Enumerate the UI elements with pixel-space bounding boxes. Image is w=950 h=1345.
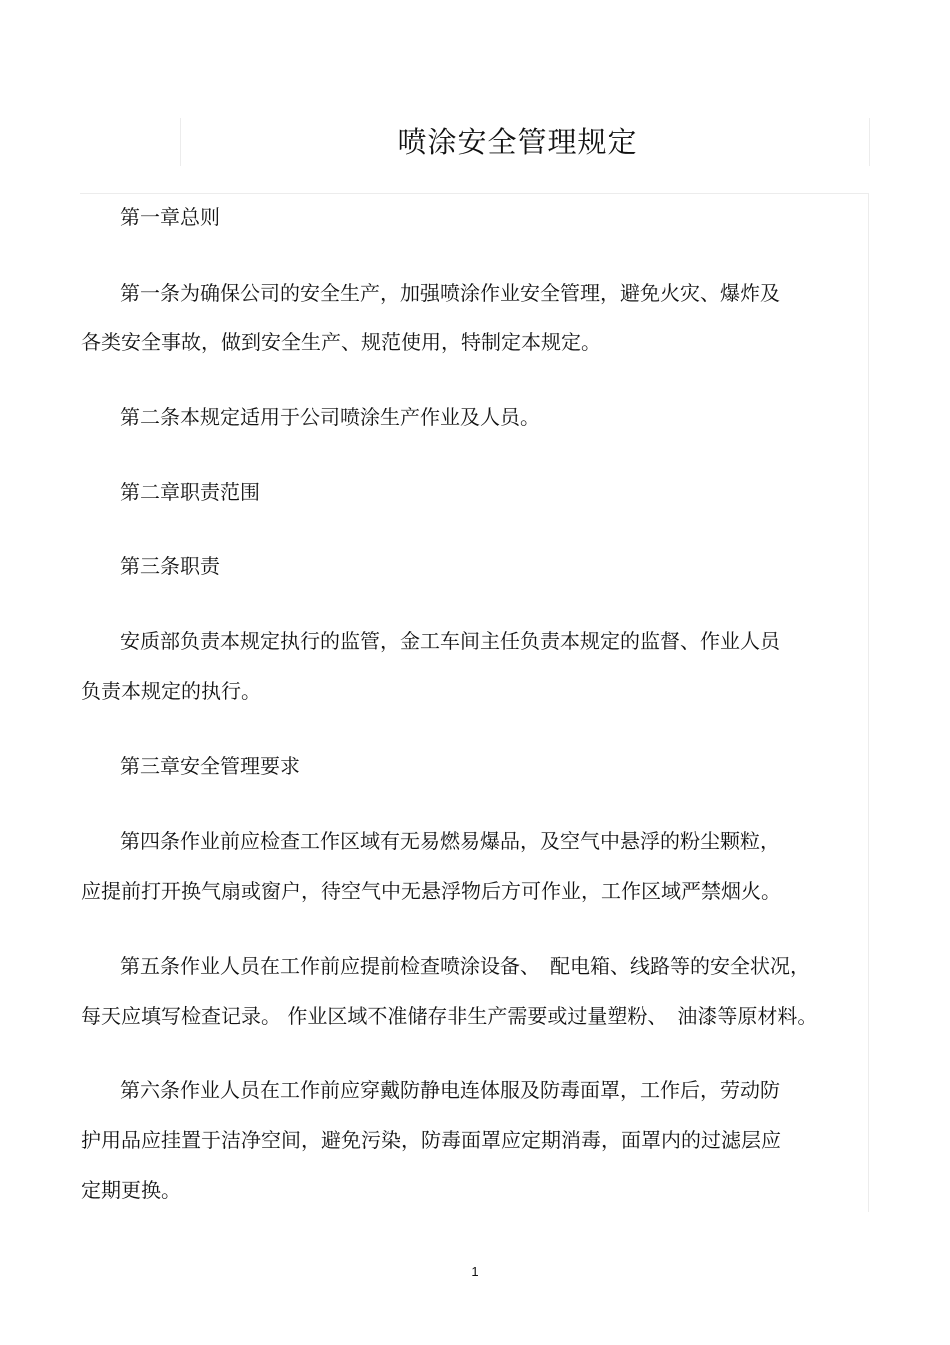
chapter-heading-1: 第一章总则 <box>120 205 220 229</box>
article-1-line-1: 第一条为确保公司的安全生产，加强喷涂作业安全管理，避免火灾、爆炸及 <box>120 281 780 305</box>
article-1-line-2: 各类安全事故，做到安全生产、规范使用，特制定本规定。 <box>81 330 601 354</box>
article-4-line-1: 第四条作业前应检查工作区域有无易燃易爆品，及空气中悬浮的粉尘颗粒， <box>120 829 780 853</box>
article-5-line-1: 第五条作业人员在工作前应提前检查喷涂设备、 配电箱、线路等的安全状况， <box>120 954 810 978</box>
article-3-heading: 第三条职责 <box>120 554 220 578</box>
article-3-line-2: 负责本规定的执行。 <box>81 679 261 703</box>
article-3-line-1: 安质部负责本规定执行的监管，金工车间主任负责本规定的监督、作业人员 <box>120 629 780 653</box>
article-6-line-2: 护用品应挂置于洁净空间，避免污染，防毒面罩应定期消毒，面罩内的过滤层应 <box>81 1128 781 1152</box>
article-2: 第二条本规定适用于公司喷涂生产作业及人员。 <box>120 405 540 429</box>
article-6-line-3: 定期更换。 <box>81 1178 181 1202</box>
article-6-line-1: 第六条作业人员在工作前应穿戴防静电连体服及防毒面罩，工作后，劳动防 <box>120 1078 780 1102</box>
document-title: 喷涂安全管理规定 <box>397 125 638 159</box>
article-4-line-2: 应提前打开换气扇或窗户，待空气中无悬浮物后方可作业，工作区域严禁烟火。 <box>81 879 781 903</box>
article-5-line-2: 每天应填写检查记录。 作业区域不准储存非生产需要或过量塑粉、 油漆等原材料。 <box>81 1004 818 1028</box>
chapter-heading-3: 第三章安全管理要求 <box>120 754 300 778</box>
chapter-heading-2: 第二章职责范围 <box>120 480 260 504</box>
page-number: 1 <box>471 1264 479 1279</box>
